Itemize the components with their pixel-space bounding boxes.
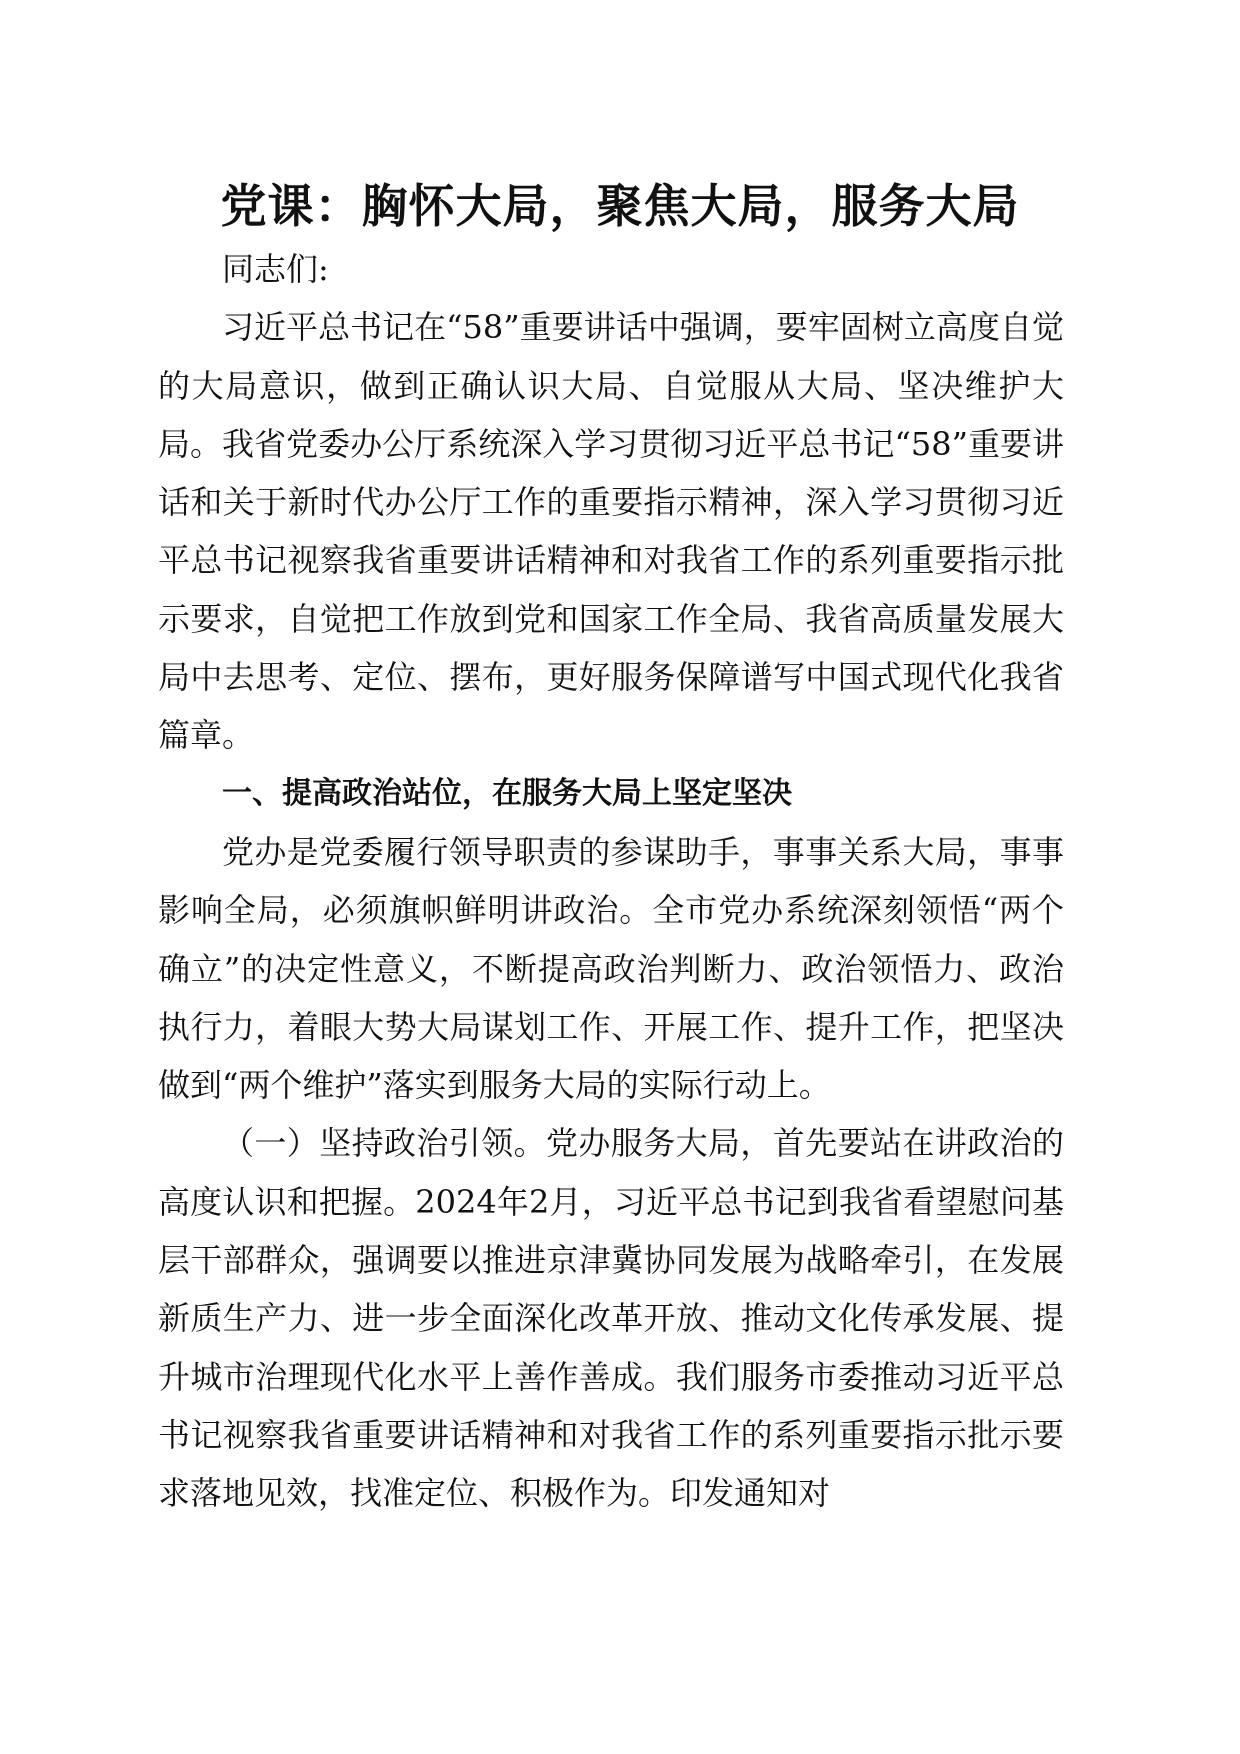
salutation: 同志们: — [222, 250, 329, 288]
section-paragraph: 党办是党委履行领导职责的参谋助手，事事关系大局，事事影响全局，必须旗帜鲜明讲政治。全市党办系统深刻领悟“两个确立”的决定性意义，不断提高政治判断力、政治领悟力、政治执行力，着眼大势大局谋划工作、开展工作、提升工作，把坚决做到“两个维护”落实到服务大局的实际行动上。 — [158, 832, 1064, 1105]
subsection-paragraph: （一）坚持政治引领。党办服务大局，首先要站在讲政治的高度认识和把握。2024年2月，习近平总书记到我省看望慰问基层干部群众，强调要以推进京津冀协同发展为战略牵引，在发展新质生产力、进一步全面深化改革开放、推动文化传承发展、提升城市治理现代化水平上善作善成。我们服务市委推动习近平总书记视察我省重要讲话精神和对我省工作的系列重要指示批示要求落地见效，找准定位、积极作为。印发通知对 — [158, 1124, 1064, 1513]
document-title: 党课：胸怀大局，聚焦大局，服务大局 — [220, 179, 1020, 233]
document-body — [158, 240, 1064, 1523]
intro-paragraph: 习近平总书记在“58”重要讲话中强调，要牢固树立高度自觉的大局意识，做到正确认识大局、自觉服从大局、坚决维护大局。我省党委办公厅系统深入学习贯彻习近平总书记“58”重要讲话和关于新时代办公厅工作的重要指示精神，深入学习贯彻习近平总书记视察我省重要讲话精神和对我省工作的系列重要指示批示要求，自觉把工作放到党和国家工作全局、我省高质量发展大局中去思考、定位、摆布，更好服务保障谱写中国式现代化我省篇章。 — [158, 308, 1064, 755]
section-heading: 一、提高政治站位，在服务大局上坚定坚决 — [222, 775, 792, 811]
